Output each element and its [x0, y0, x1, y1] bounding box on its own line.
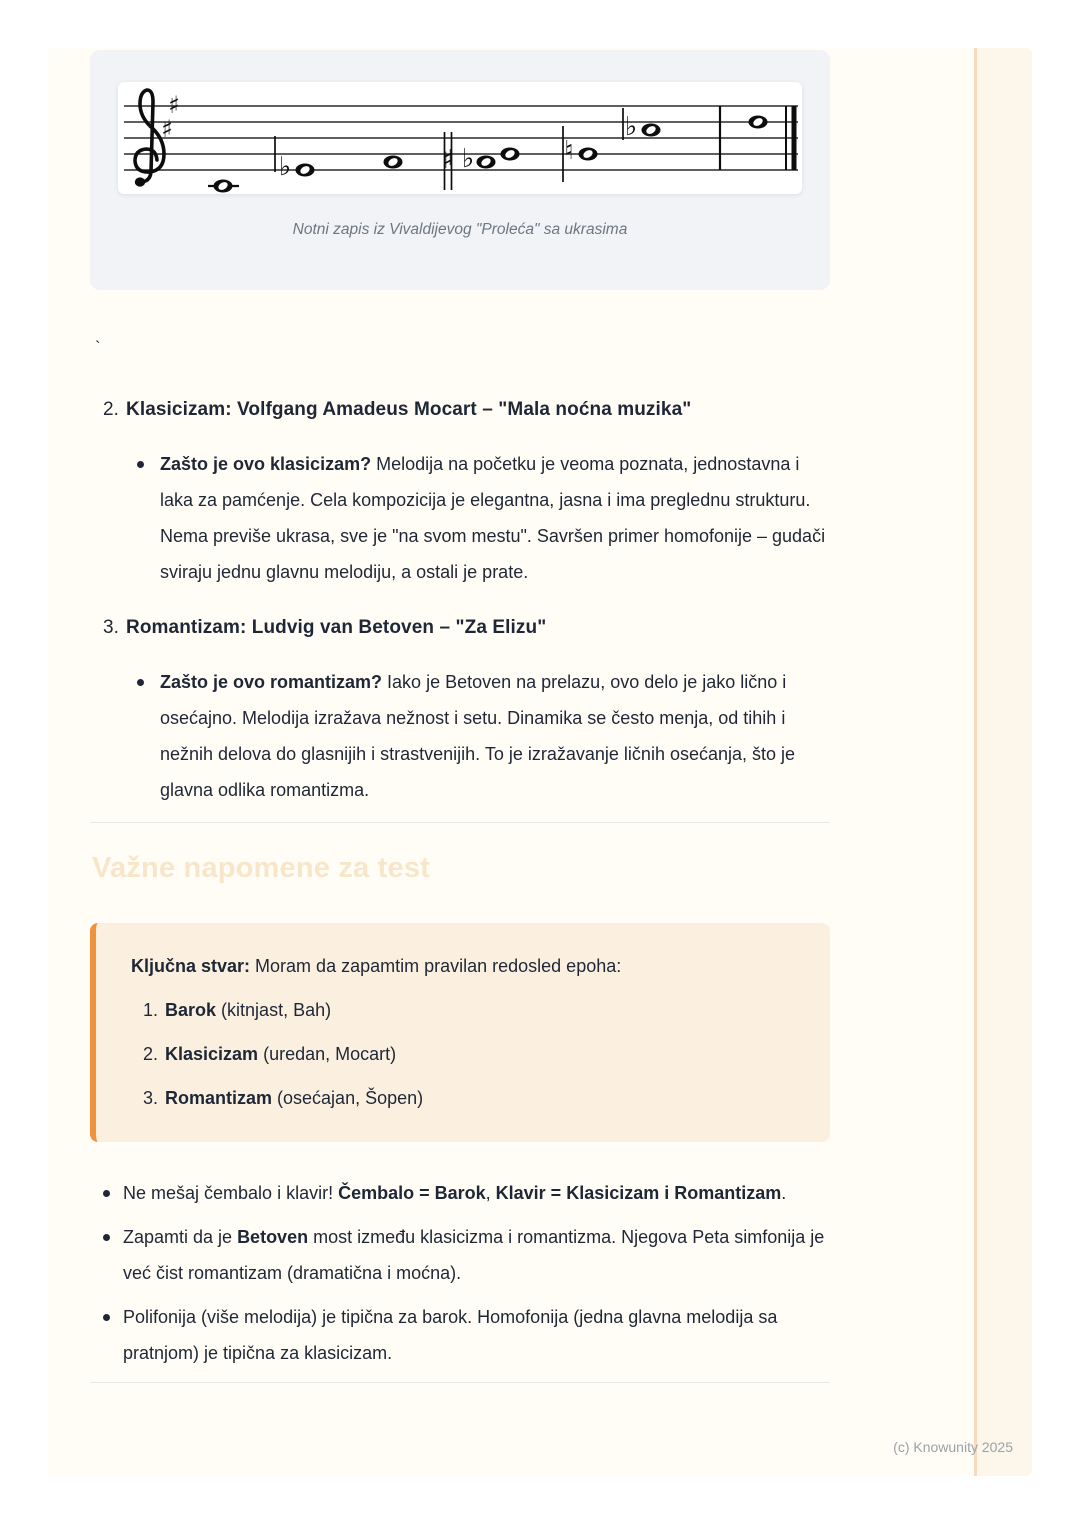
whole-note	[384, 156, 403, 169]
section-bullet-list	[90, 446, 830, 590]
section-title: Klasicizam: Volfgang Amadeus Mocart – "Mala noćna muzika"	[126, 399, 692, 420]
section-klasicizam	[90, 396, 830, 590]
flat-accidental-icon: ♭	[278, 152, 292, 182]
tip-item	[103, 1219, 830, 1291]
musical-notation-svg	[118, 82, 802, 194]
copyright: (c) Knowunity 2025	[893, 1439, 1013, 1455]
bullet-lead: Zašto je ovo klasicizam?	[160, 454, 372, 474]
page-margin-line	[974, 48, 977, 1476]
text-run: Polifonija (više melodija) je tipična za barok. Homofonija (jedna glavna melodija sa pratnjom) je tipična za klasicizam.	[123, 1307, 778, 1363]
epoch-term: Barok	[165, 1000, 217, 1020]
callout-lead: Ključna stvar:	[131, 956, 251, 976]
natural-accidental-icon: ♮	[564, 136, 574, 166]
text-run-bold: Klavir = Klasicizam i Romantizam	[495, 1183, 782, 1203]
epoch-order-item	[143, 1085, 800, 1112]
figure-caption: Notni zapis iz Vivaldijevog "Proleća" sa ukrasima	[292, 221, 628, 238]
tip-item	[103, 1299, 830, 1371]
section-title: Romantizam: Ludvig van Betoven – "Za Elizu"	[126, 617, 547, 638]
epoch-desc: (kitnjast, Bah)	[216, 1000, 332, 1020]
notation-figure-card	[90, 50, 830, 290]
epoch-order-list	[131, 997, 800, 1112]
item-number: 3.	[143, 1088, 159, 1108]
whole-note	[477, 156, 496, 169]
whole-note	[579, 148, 598, 161]
epoch-term: Klasicizam	[165, 1044, 259, 1064]
sharp-accidental-icon: ♯	[441, 145, 455, 175]
section-number: 3.	[103, 617, 119, 638]
section-bullet-list	[90, 664, 830, 808]
item-number: 2.	[143, 1044, 159, 1064]
stray-backtick: `	[95, 338, 101, 357]
flat-accidental-icon: ♭	[461, 144, 475, 174]
text-run-bold: Čembalo = Barok	[338, 1183, 486, 1203]
key-note-callout	[90, 923, 830, 1142]
text-run: ,	[485, 1183, 496, 1203]
text-run: Ne mešaj čembalo i klavir!	[123, 1183, 339, 1203]
flat-accidental-icon: ♭	[624, 112, 638, 142]
section-number: 2.	[103, 399, 119, 420]
bullet-body: Iako je Betoven na prelazu, ovo delo je jako lično i osećajno. Melodija izražava nežnost i setu. Dinamika se često menja, od tihih i nežnih delova do glasnijih i strastvenijih. To je izražavanje ličnih osećanja, što je glavna odlika romantizma.	[160, 672, 796, 800]
sheet-music-image	[118, 82, 802, 194]
section-divider	[90, 822, 830, 823]
tip-item	[103, 1175, 830, 1211]
item-number: 1.	[143, 1000, 159, 1020]
text-run-bold: Betoven	[237, 1227, 309, 1247]
text-run: .	[781, 1183, 787, 1203]
key-signature-sharp-icon: ♯	[161, 115, 173, 143]
text-run: most između klasicizma i romantizma. Njegova Peta simfonija je već čist romantizam (dramatična i moćna).	[123, 1227, 825, 1283]
notes-heading: Važne napomene za test	[92, 852, 431, 884]
section-bullet	[137, 664, 830, 808]
whole-note	[296, 164, 315, 177]
section-romantizam	[90, 614, 830, 808]
section-heading	[90, 396, 830, 424]
epoch-order-item	[143, 1041, 800, 1068]
callout-lead-line	[131, 953, 800, 980]
whole-note	[214, 180, 233, 193]
epoch-desc: (uredan, Mocart)	[258, 1044, 397, 1064]
epoch-examples-list	[90, 396, 830, 808]
whole-note	[642, 124, 661, 137]
text-run: Zapamti da je	[123, 1227, 238, 1247]
callout-lead-rest: Moram da zapamtim pravilan redosled epoha:	[250, 956, 622, 976]
test-tips-list	[90, 1175, 830, 1371]
section-heading	[90, 614, 830, 642]
epoch-desc: (osećajan, Šopen)	[272, 1088, 424, 1108]
document-page	[48, 48, 1032, 1476]
page-right-margin	[977, 48, 1032, 1476]
epoch-order-item	[143, 997, 800, 1024]
bullet-lead: Zašto je ovo romantizam?	[160, 672, 383, 692]
whole-note	[501, 148, 520, 161]
section-bullet	[137, 446, 830, 590]
key-signature-sharp-icon: ♯	[168, 91, 180, 119]
page-content	[90, 48, 830, 1383]
epoch-term: Romantizam	[165, 1088, 273, 1108]
bottom-divider	[90, 1382, 830, 1383]
bullet-body: Melodija na početku je veoma poznata, jednostavna i laka za pamćenje. Cela kompozicija je elegantna, jasna i ima preglednu strukturu. Nema previše ukrasa, sve je "na svom mestu". Savršen primer homofonije – gudači sviraju jednu glavnu melodiju, a ostali je prate.	[160, 454, 826, 582]
whole-note	[749, 116, 768, 129]
